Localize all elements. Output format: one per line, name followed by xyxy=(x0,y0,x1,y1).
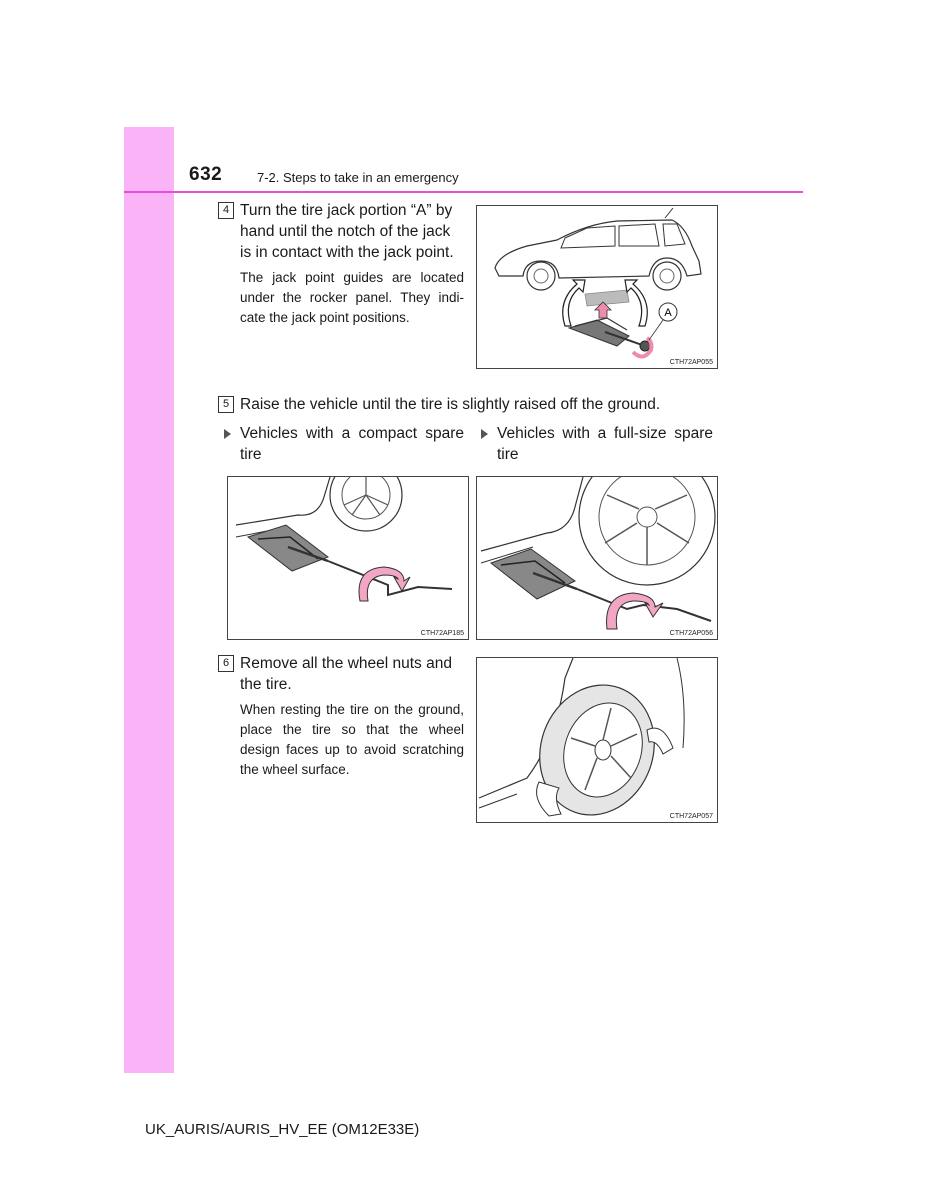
step-number-box: 6 xyxy=(218,655,234,672)
bullet-triangle-icon xyxy=(224,429,231,439)
callout-a-label: A xyxy=(664,307,672,319)
page-number: 632 xyxy=(189,164,223,185)
document-footer: UK_AURIS/AURIS_HV_EE (OM12E33E) xyxy=(145,1121,420,1138)
remove-tire-figure xyxy=(476,657,718,823)
jack-crank-compact-illustration xyxy=(228,477,468,639)
step-number-box: 4 xyxy=(218,202,234,219)
chapter-side-band xyxy=(124,127,174,1073)
step-6-text: Remove all the wheel nuts and the tire. xyxy=(240,655,452,693)
option-label: Vehicles with a full-size spare tire xyxy=(497,425,713,463)
figure-code: CTH72AP056 xyxy=(669,630,713,637)
figure-code: CTH72AP055 xyxy=(669,359,713,366)
full-size-spare-figure xyxy=(476,476,718,640)
car-jack-illustration xyxy=(477,206,717,368)
step-4-note: The jack point guides are located under the rocker panel. They indi-cate the jack point positions. xyxy=(240,270,464,325)
compact-spare-figure xyxy=(227,476,469,640)
bullet-triangle-icon xyxy=(481,429,488,439)
figure-code: CTH72AP057 xyxy=(669,813,713,820)
step-number-box: 5 xyxy=(218,396,234,413)
jack-crank-full-size-illustration xyxy=(477,477,717,639)
header-rule xyxy=(124,191,803,193)
section-title: 7-2. Steps to take in an emergency xyxy=(257,170,459,185)
step-5-text: Raise the vehicle until the tire is slightly raised off the ground. xyxy=(240,396,661,413)
figure-code: CTH72AP185 xyxy=(420,630,464,637)
step-6-note: When resting the tire on the ground, place the tire so that the wheel design faces up to avoid scratching the wheel surface. xyxy=(240,702,464,777)
option-label: Vehicles with a compact spare tire xyxy=(240,425,464,463)
step-4-text: Turn the tire jack portion “A” by hand until the notch of the jack is in contact with the jack point. xyxy=(240,202,454,261)
jack-point-figure xyxy=(476,205,718,369)
remove-wheel-illustration xyxy=(477,658,717,822)
